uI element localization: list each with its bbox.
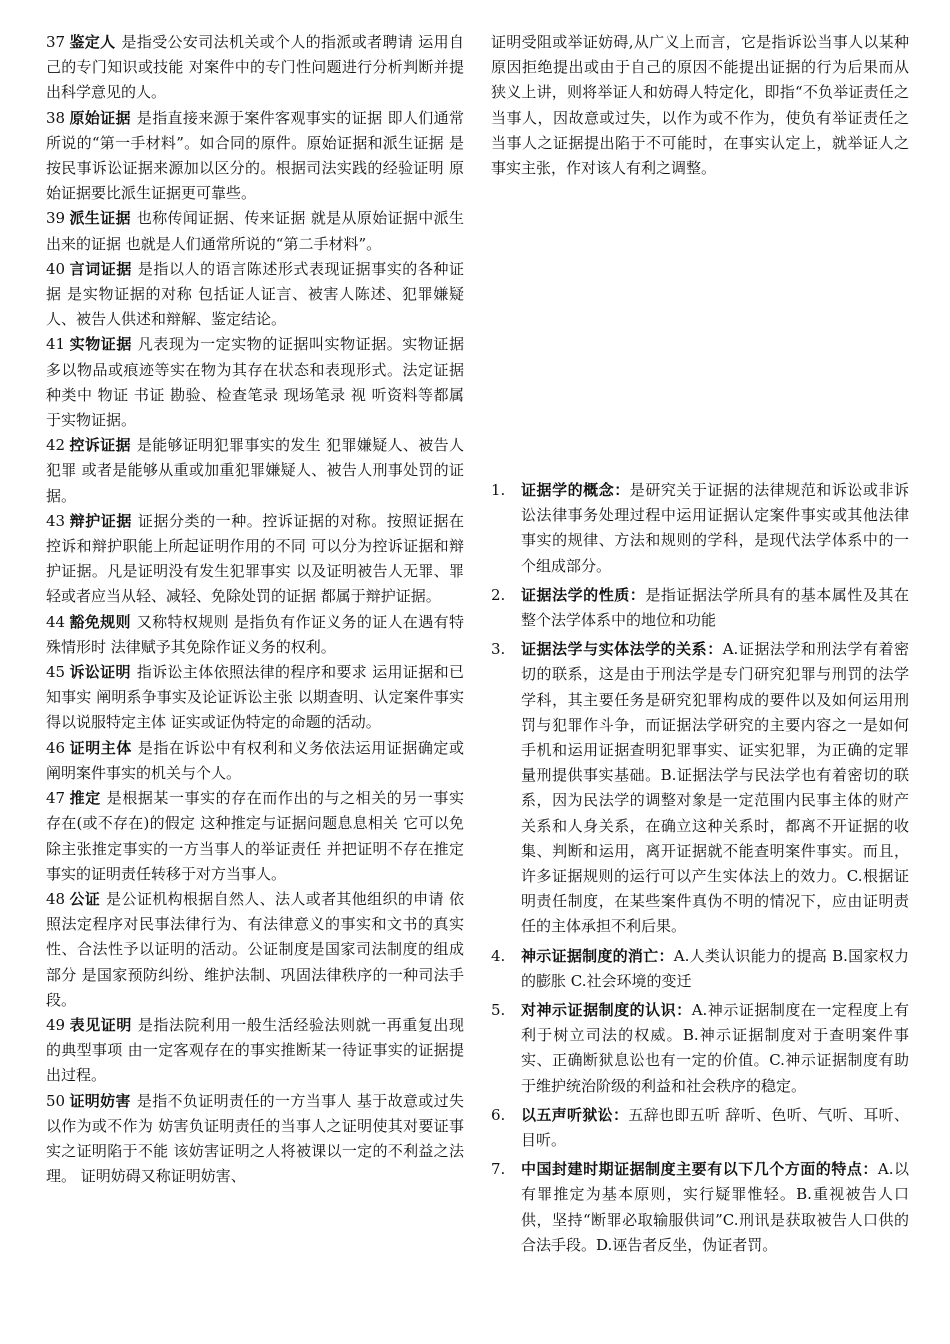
glossary-entry xyxy=(46,332,464,433)
entry-number: 41 xyxy=(46,335,66,354)
entry-number: 40 xyxy=(46,259,66,278)
list-title: 证据法学与实体法学的关系： xyxy=(521,640,723,659)
list-number: 5. xyxy=(491,1001,506,1020)
list-number: 1. xyxy=(491,481,506,499)
list-number: 6. xyxy=(491,1105,506,1124)
entry-term: 鉴定人 xyxy=(69,33,116,51)
list-title: 以五声听狱讼： xyxy=(521,1105,629,1124)
entry-text: 是指受公安司法机关或个人的指派或者聘请 运用自己的专门知识或技能 对案件中的专门性问题进行分析判断并提出科学意见的人。 xyxy=(46,33,464,102)
entry-text: 证据分类的一种。控诉证据的对称。按照证据在控诉和辩护职能上所起证明作用的不同 可以分为控诉证据和辩护证据。凡是证明没有发生犯罪事实 以及证明被告人无罪、罪轻或者应当从轻、减轻、免除处罚的证据 都属于辩护证据。 xyxy=(46,511,464,606)
left-column xyxy=(46,30,464,1189)
list-text: 是研究关于证据的法律规范和诉讼或非诉讼法律事务处理过程中运用证据认定案件事实或其他法律事实的规律、方法和规则的学科，是现代法学体系中的一个组成部分。 xyxy=(521,481,909,575)
entry-text: 是指法院利用一般生活经验法则就一再重复出现的典型事项 由一定客观存在的事实推断某一待证事实的证据提出过程。 xyxy=(46,1015,464,1085)
list-item xyxy=(491,1157,909,1258)
entry-text: 是根据某一事实的存在而作出的与之相关的另一事实存在(或不存在)的假定 这种推定与证据问题息息相关 它可以免除主张推定事实的一方当事人的举证责任 并把证明不存在推定事实的证明责任转移于对方当事人。 xyxy=(46,789,464,883)
glossary-entry xyxy=(46,1089,464,1190)
entry-number: 47 xyxy=(46,789,66,808)
entry-term: 公证 xyxy=(69,889,101,908)
entry-text: 是指以人的语言陈述形式表现证据事实的各种证据 是实物证据的对称 包括证人证言、被害人陈述、犯罪嫌疑人、被告人供述和辩解、鉴定结论。 xyxy=(46,259,464,329)
continuation-paragraph: 证明受阻或举证妨碍,从广义上而言，它是指诉讼当事人以某种原因拒绝提出或由于自己的原因不能提出证据的行为后果而从狭义上讲，则将举证人和妨碍人特定化，即指“不负举证责任之当事人，因故意或过失，以作为或不作为，使负有举证责任之当事人之证据提出陷于不可能时，在事实认定上，就举证人之事实主张，作对该人有利之调整。 xyxy=(491,33,909,178)
glossary-entry xyxy=(46,786,464,887)
entry-term: 表见证明 xyxy=(69,1015,132,1034)
entry-text: 是能够证明犯罪事实的发生 犯罪嫌疑人、被告人犯罪 或者是能够从重或加重犯罪嫌疑人、被告人刑事处罚的证据。 xyxy=(46,436,464,505)
entry-number: 44 xyxy=(46,612,66,631)
right-column-list xyxy=(491,478,909,1262)
right-column-continuation xyxy=(491,30,909,181)
list-item xyxy=(491,944,909,994)
list-item xyxy=(491,998,909,1099)
glossary-entry xyxy=(46,610,464,660)
entry-text: 指诉讼主体依照法律的程序和要求 运用证据和已知事实 阐明系争事实及论证诉讼主张 以期查明、认定案件事实 得以说服特定主体 证实或证伪特定的命题的活动。 xyxy=(46,663,464,732)
entry-text: 是指在诉讼中有权利和义务依法运用证据确定或阐明案件事实的机关与个人。 xyxy=(46,738,464,782)
glossary-entry xyxy=(46,106,464,207)
list-title: 神示证据制度的消亡： xyxy=(521,946,674,965)
list-item xyxy=(491,478,909,579)
list-title: 证据学的概念： xyxy=(521,481,630,499)
entry-number: 49 xyxy=(46,1015,66,1034)
glossary-entry xyxy=(46,433,464,509)
list-text: A.神示证据制度在一定程度上有利于树立司法的权威。B.神示证据制度对于查明案件事实、正确断狱息讼也有一定的价值。C.神示证据制度有助于维护统治阶级的利益和社会秩序的稳定。 xyxy=(521,1001,909,1095)
list-number: 7. xyxy=(491,1160,506,1179)
entry-number: 37 xyxy=(46,33,66,51)
entry-term: 派生证据 xyxy=(69,209,131,228)
list-title: 中国封建时期证据制度主要有以下几个方面的特点： xyxy=(521,1160,878,1179)
entry-number: 45 xyxy=(46,663,66,682)
glossary-entry xyxy=(46,30,464,106)
list-item xyxy=(491,637,909,939)
entry-term: 控诉证据 xyxy=(69,436,131,455)
entry-number: 48 xyxy=(46,889,66,908)
numbered-list xyxy=(491,478,909,1258)
list-title: 证据法学的性质： xyxy=(521,585,646,604)
entry-term: 推定 xyxy=(69,789,101,808)
entry-number: 42 xyxy=(46,436,66,455)
glossary-entry xyxy=(46,206,464,256)
list-text: A.以有罪推定为基本原则，实行疑罪惟轻。B.重视被告人口供，坚持“断罪必取输服供词”C.刑讯是获取被告人口供的合法手段。D.诬告者反坐，伪证者罚。 xyxy=(521,1160,909,1254)
list-text: A.人类认识能力的提高 B.国家权力的膨胀 C.社会环境的变迁 xyxy=(521,946,909,990)
list-number: 2. xyxy=(491,585,506,604)
list-text: 是指证据法学所具有的基本属性及其在整个法学体系中的地位和功能 xyxy=(521,585,909,630)
entry-text: 也称传闻证据、传来证据 就是从原始证据中派生出来的证据 也就是人们通常所说的“第二手材料”。 xyxy=(46,209,464,253)
entry-number: 50 xyxy=(46,1091,66,1110)
glossary-entry xyxy=(46,660,464,736)
entry-term: 辩护证据 xyxy=(69,511,132,530)
glossary-entry xyxy=(46,887,464,1013)
list-text: 五辞也即五听 辞听、色听、气听、耳听、目听。 xyxy=(521,1105,909,1150)
entry-term: 证明妨害 xyxy=(69,1091,131,1110)
entry-term: 实物证据 xyxy=(69,335,132,354)
entry-term: 诉讼证明 xyxy=(69,663,131,682)
entry-number: 38 xyxy=(46,108,66,127)
entry-text: 是指直接来源于案件客观事实的证据 即人们通常所说的“第一手材料”。如合同的原件。原始证据和派生证据 是按民事诉讼证据来源加以区分的。根据司法实践的经验证明 原始证据要比派生证据更可靠些。 xyxy=(46,108,464,203)
glossary-entry xyxy=(46,257,464,333)
entry-text: 是公证机构根据自然人、法人或者其他组织的申请 依照法定程序对民事法律行为、有法律意义的事实和文书的真实性、合法性予以证明的活动。公证制度是国家司法制度的组成部分 是国家预防纠纷、维护法制、巩固法律秩序的一种司法手段。 xyxy=(46,889,464,1009)
entry-term: 原始证据 xyxy=(69,108,131,127)
entry-number: 46 xyxy=(46,738,66,757)
list-item xyxy=(491,583,909,633)
entry-text: 凡表现为一定实物的证据叫实物证据。实物证据多以物品或痕迹等实在物为其存在状态和表现形式。法定证据种类中 物证 书证 勘验、检查笔录 现场笔录 视 听资料等都属于实物证据。 xyxy=(46,335,464,430)
glossary-entry xyxy=(46,1013,464,1089)
glossary-entry xyxy=(46,736,464,786)
list-title: 对神示证据制度的认识： xyxy=(521,1001,692,1020)
list-number: 3. xyxy=(491,640,506,659)
list-text: A.证据法学和刑法学有着密切的联系，这是由于刑法学是专门研究犯罪与刑罚的法学学科，其主要任务是研究犯罪构成的要件以及如何运用刑罚与犯罪作斗争，而证据法学研究的主要内容之一是如何手机和运用证据查明犯罪事实、证实犯罪，为正确的定罪量刑提供事实基础。B.证据法学与民法学也有着密切的联系，因为民法学的调整对象是一定范围内民事主体的财产关系和人身关系，在确立这种关系时，都离不开证据的收集、判断和运用，离开证据就不能查明案件事实。而且，许多证据规则的运行可以产生实体法上的效力。C.根据证明责任制度，在某些案件真伪不明的情况下，应由证明责任的主体承担不利后果。 xyxy=(521,640,909,936)
entry-term: 证明主体 xyxy=(69,738,132,757)
entry-term: 言词证据 xyxy=(69,259,132,278)
list-item xyxy=(491,1103,909,1153)
entry-number: 39 xyxy=(46,209,66,228)
entry-text: 是指不负证明责任的一方当事人 基于故意或过失 以作为或不作为 妨害负证明责任的当事人之证明使其对要证事实之证明陷于不能 该妨害证明之人将被课以一定的不利益之法理。 证明妨碍又称证明妨害、 xyxy=(46,1091,464,1186)
glossary-entry xyxy=(46,509,464,610)
entry-number: 43 xyxy=(46,511,66,530)
entry-text: 又称特权规则 是指负有作证义务的证人在遇有特殊情形时 法律赋予其免除作证义务的权利。 xyxy=(46,612,464,656)
entry-term: 豁免规则 xyxy=(69,612,131,631)
list-number: 4. xyxy=(491,946,506,965)
